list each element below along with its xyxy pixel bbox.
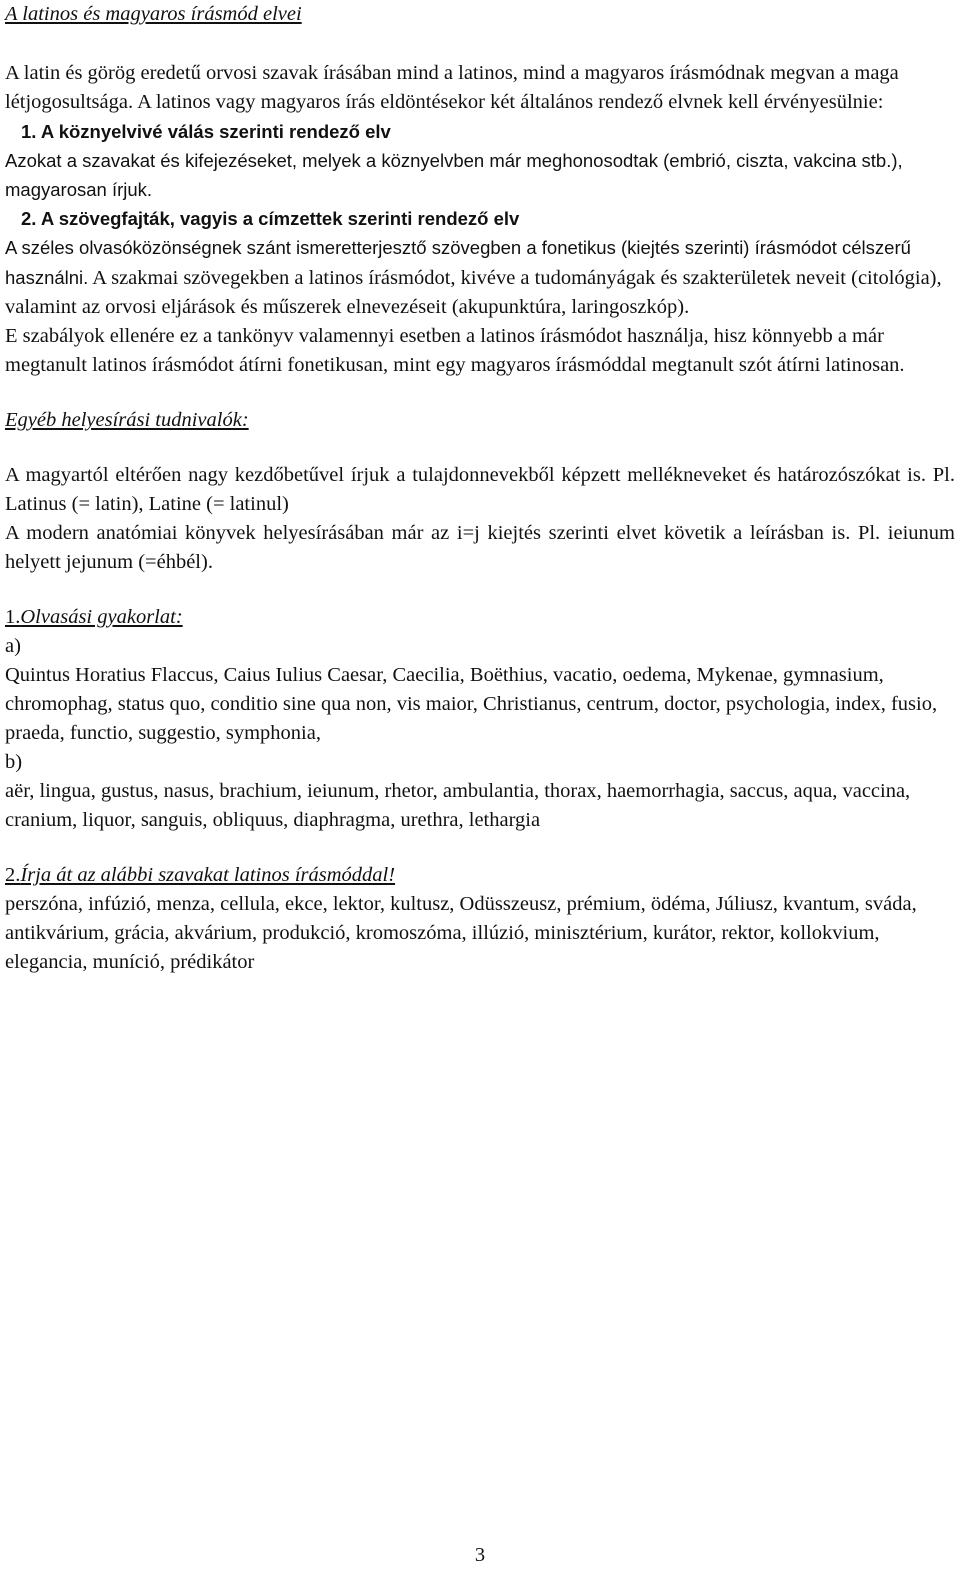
exercise2-number: 2. (5, 864, 21, 886)
exercise1-a-text: Quintus Horatius Flaccus, Caius Iulius Caesar, Caecilia, Boëthius, vacatio, oedema, Mykenae, gymnasium, chromophag, status quo, conditio sine qua non, vis maior, Christianus, centrum, doctor, psychologia, index, fusio, praeda, functio, suggestio, symphonia, (5, 664, 938, 744)
exercise2-heading (5, 861, 955, 890)
closing-paragraph: E szabályok ellenére ez a tankönyv valamennyi esetben a latinos írásmódot használja, hisz könnyebb a már megtanult latinos írásmódot átírni fonetikusan, mint egy magyaros írásmóddal megtanult szót átírni latinosan. (5, 325, 905, 376)
document-title: A latinos és magyaros írásmód elvei (5, 3, 302, 25)
rule2-text-continued: A szakmai szövegekben a latinos írásmódot, kivéve a tudományágak és szakterületek neveit (citológia), valamint az orvosi eljárások és műszerek elnevezéseit (akupunktúra, laringoszkóp). (5, 267, 942, 318)
rule2-heading: 2. A szövegfajták, vagyis a címzettek szerinti rendező elv (21, 208, 520, 229)
exercise1-b-text: aër, lingua, gustus, nasus, brachium, ieiunum, rhetor, ambulantia, thorax, haemorrhagia, saccus, aqua, vaccina, cranium, liquor, sanguis, obliquus, diaphragma, urethra, lethargia (5, 780, 911, 831)
other-rules-paragraph-2: A modern anatómiai könyvek helyesírásában már az i=j kiejtés szerinti elvet követik a leírásban is. Pl. ieiunum helyett jejunum (=éhbél). (5, 522, 955, 573)
exercise1-a-label: a) (5, 635, 21, 657)
rule2-text: A széles olvasóközönségnek szánt ismeretterjesztő szövegben a fonetikus (kiejtés szerinti) írásmódot célszerű használni. (5, 237, 911, 288)
exercise1-heading (5, 603, 955, 632)
page-number: 3 (474, 1544, 486, 1566)
exercise1-title: Olvasási gyakorlat: (20, 606, 183, 628)
exercise2-title: Írja át az alábbi szavakat latinos írásmóddal! (20, 864, 396, 886)
other-rules-heading: Egyéb helyesírási tudnivalók: (5, 409, 249, 431)
rule1-heading: 1. A köznyelvivé válás szerinti rendező elv (21, 121, 391, 142)
intro-paragraph: A latin és görög eredetű orvosi szavak írásában mind a latinos, mind a magyaros írásmódnak megvan a maga létjogosultsága. A latinos vagy magyaros írás eldöntésekor két általános rendező elvnek kell érvényesülnie: (5, 62, 899, 113)
other-rules-paragraph-1: A magyartól eltérően nagy kezdőbetűvel írjuk a tulajdonnevekből képzett mellékneveket és határozószókat is. Pl. Latinus (= latin), Latine (= latinul) (5, 464, 955, 515)
rule2-paragraph (5, 233, 955, 322)
exercise2-text: perszóna, infúzió, menza, cellula, ekce, lektor, kultusz, Odüsszeusz, prémium, ödéma, Júliusz, kvantum, sváda, antikvárium, grácia, akvárium, produkció, kromoszóma, illúzió, minisztérium, kurátor, rektor, kollokvium, elegancia, muníció, prédikátor (5, 893, 917, 973)
exercise1-number: 1. (5, 606, 21, 628)
rule1-text: Azokat a szavakat és kifejezéseket, melyek a köznyelvben már meghonosodtak (embrió, ciszta, vakcina stb.), magyarosan írjuk. (5, 150, 903, 200)
document-page (5, 0, 955, 977)
exercise1-b-label: b) (5, 751, 23, 773)
